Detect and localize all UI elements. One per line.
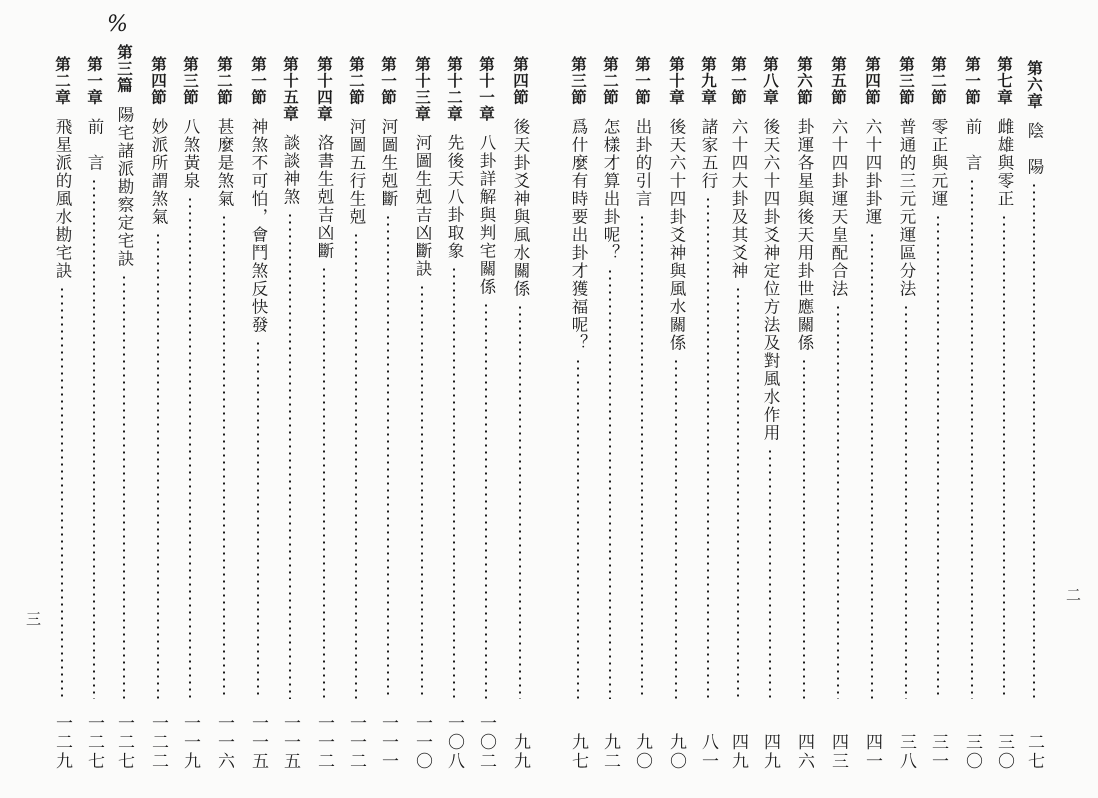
toc-entry [50,56,74,771]
toc-entry [474,56,498,771]
toc-entry-title: 爲什麼有時要出卦才獲福呢？ [569,117,588,352]
toc-entry-label: 第二節 [215,56,234,106]
toc-entry-label: 第三節 [569,56,588,106]
toc-entry-page: 九〇 [632,733,652,771]
toc-entry-page: 一一五 [248,714,268,771]
toc-entry-page: 一二七 [114,714,134,771]
toc-entry-title: 河圖生剋吉凶斷訣 [413,134,432,278]
toc-entry-page: 九九 [510,733,530,771]
dot-leader [485,302,487,699]
toc-entry-label: 第八章 [761,56,780,106]
toc-entry-title: 前 言 [85,117,104,172]
toc-entry-title: 前 言 [963,117,982,172]
toc-entry [758,56,782,771]
toc-entry [894,56,918,771]
toc-entry [960,56,984,771]
dot-leader [905,304,907,700]
toc-entry-title: 河圖生剋斷 [379,117,398,208]
toc-entry-title: 陽宅諸派勘察定宅訣 [115,105,134,268]
toc-entry-label: 第三節 [897,56,916,106]
toc-entry-title: 河圖五行生剋 [347,117,366,226]
toc-entry-page: 一一二 [314,714,334,771]
toc-entry [410,56,434,771]
toc-entry-label: 第一節 [633,56,652,106]
toc-entry [442,56,466,771]
toc-entry [598,56,622,771]
toc-entry-label: 第十四章 [315,56,334,122]
dot-leader [123,274,125,700]
toc-entry [630,56,654,771]
toc-entry [566,56,590,771]
toc-entry-page: 一一六 [214,714,234,771]
dot-leader [609,268,611,700]
toc-entry-title: 八煞黃泉 [181,117,200,190]
toc-entry-page: 一二二 [148,714,168,771]
toc-entry-label: 第五節 [829,56,848,106]
toc-entry [860,56,884,771]
dot-leader [803,358,805,700]
toc-entry [246,56,270,771]
toc-entry-page: 四六 [794,733,814,771]
dot-leader [387,214,389,700]
toc-entry [146,56,170,771]
toc-entry-page: 四九 [760,733,780,771]
toc-entry-title: 後天六十四卦爻神與風水關係 [667,117,686,352]
toc-entry-title: 後天卦爻神與風水關係 [511,117,530,298]
toc-entry-page: 九二 [600,733,620,771]
toc-entry-label: 第一節 [249,56,268,106]
toc-entry [278,56,302,771]
toc-entry-page: 一〇八 [444,714,464,771]
dot-leader [61,286,63,700]
left-page-number: 三 [26,610,42,628]
toc-entry-page: 一二九 [52,714,72,771]
toc-entry [992,56,1016,771]
toc-entry [726,56,750,771]
dot-leader [223,214,225,700]
toc-entry-label: 第一章 [85,56,104,106]
dot-leader [641,214,643,700]
dot-leader [421,284,423,699]
toc-entry-title: 八卦詳解與判宅關係 [477,134,496,296]
dot-leader [871,232,873,700]
dot-leader [355,232,357,700]
dot-leader [189,196,191,700]
toc-entry-title: 六十四卦運天皇配合法 [829,117,848,298]
toc-entry-page: 一一二 [346,714,366,771]
toc-entry-title: 六十四大卦及其爻神 [729,117,748,280]
dot-leader [769,448,771,700]
toc-entry-title: 妙派所謂煞氣 [149,117,168,226]
dot-leader [675,358,677,700]
toc-entry-page: 一一一 [378,714,398,771]
toc-entry-title: 零正與元運 [929,117,948,208]
toc-entry-label: 第六章 [1025,60,1044,110]
toc-entry-page: 一〇二 [476,714,496,771]
toc-entry [312,56,336,771]
toc-entry-title: 後天六十四卦爻神定位方法及對風水作用 [761,117,780,442]
toc-entry-label: 第四節 [149,56,168,106]
toc-entry-title: 神煞不可怕，會鬥煞反快發 [249,117,268,334]
toc-entry [82,56,106,771]
toc-entry [508,56,532,771]
toc-entry [344,56,368,771]
toc-entry-title: 飛星派的風水勘宅訣 [53,117,72,280]
toc-entry-title: 談談神煞 [281,134,300,206]
toc-entry-label: 第六節 [795,56,814,106]
toc-entry-label: 第四節 [863,56,882,106]
toc-entry [826,56,850,771]
toc-entry-title: 洛書生剋吉凶斷 [315,134,334,260]
toc-entry-title: 雌雄與零正 [995,117,1014,208]
dot-leader [323,266,325,699]
toc-entry-label: 第十五章 [281,56,300,122]
right-page-number: 二 [1066,586,1082,604]
toc-entry-page: 四一 [862,733,882,771]
dot-leader [737,286,739,700]
toc-entry-title: 陰 陽 [1025,121,1044,176]
handwritten-mark: % [107,12,128,37]
dot-leader [1033,182,1035,700]
toc-entry-page: 一一〇 [412,714,432,771]
toc-entry-title: 出卦的引言 [633,117,652,208]
toc-entry [696,56,720,771]
toc-entry-label: 第二節 [929,56,948,106]
dot-leader [707,196,709,700]
toc-entry-page: 三〇 [962,733,982,771]
toc-entry-label: 第一節 [729,56,748,106]
dot-leader [519,304,521,700]
dot-leader [289,212,291,699]
toc-entry-page: 一一九 [180,714,200,771]
toc-entry-page: 九七 [568,733,588,771]
toc-entry [792,56,816,771]
toc-entry-label: 第三篇 [115,44,134,94]
dot-leader [937,214,939,700]
toc-entry-page: 二七 [1024,733,1044,771]
toc-entry-title: 先後天八卦取象 [445,134,464,260]
toc-entry-page: 九〇 [666,733,686,771]
toc-entry-page: 一二七 [84,714,104,771]
toc-entry [1022,60,1046,771]
toc-entry-label: 第二節 [601,56,620,106]
toc-entry [926,56,950,771]
toc-entry [178,56,202,771]
toc-entry-label: 第一節 [963,56,982,106]
toc-entry-title: 普通的三元元運區分法 [897,117,916,298]
toc-entry-title: 諸家五行 [699,117,718,190]
toc-entry [664,56,688,771]
toc-entry [112,44,136,771]
toc-entry-page: 四三 [828,733,848,771]
dot-leader [837,304,839,700]
toc-entry-page: 三〇 [994,733,1014,771]
dot-leader [453,266,455,699]
toc-entry-label: 第二章 [53,56,72,106]
toc-entry-label: 第四節 [511,56,530,106]
toc-entry-label: 第七章 [995,56,1014,106]
dot-leader [971,178,973,700]
toc-entry-label: 第十一章 [477,56,496,122]
toc-entry [376,56,400,771]
toc-entry [212,56,236,771]
toc-entry-title: 六十四卦卦運 [863,117,882,226]
toc-entry-page: 四九 [728,733,748,771]
dot-leader [577,358,579,700]
toc-entry-label: 第九章 [699,56,718,106]
toc-entry-title: 怎樣才算出卦呢？ [601,117,620,262]
toc-entry-label: 第十三章 [413,56,432,122]
toc-entry-label: 第十二章 [445,56,464,122]
toc-entry-page: 三一 [928,733,948,771]
toc-entry-label: 第三節 [181,56,200,106]
dot-leader [1003,214,1005,700]
toc-entry-label: 第十章 [667,56,686,106]
toc-entry-label: 第一節 [379,56,398,106]
toc-entry-title: 甚麼是煞氣 [215,117,234,208]
toc-entry-label: 第二節 [347,56,366,106]
toc-entry-title: 卦運各星與後天用卦世應關係 [795,117,814,352]
dot-leader [93,178,95,700]
toc-entry-page: 一一五 [280,714,300,771]
toc-entry-page: 三八 [896,733,916,771]
dot-leader [257,340,259,700]
dot-leader [157,232,159,700]
toc-entry-page: 八一 [698,733,718,771]
